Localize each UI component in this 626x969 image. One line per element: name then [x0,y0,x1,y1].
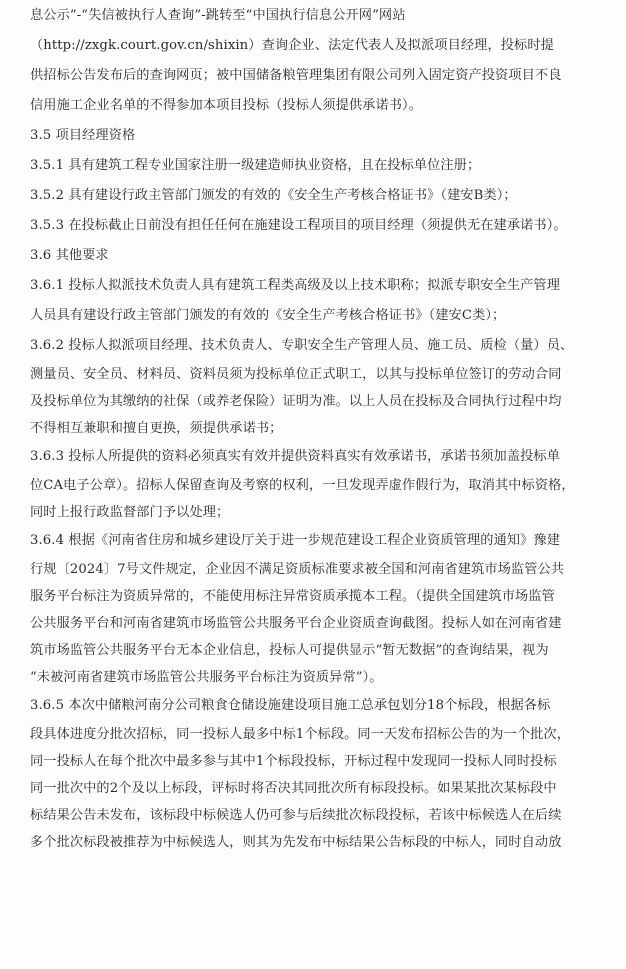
text-line-3-5-1: 3.5.1 具有建筑工程专业国家注册一级建造师执业资格，且在投标单位注册； [30,158,481,173]
text-line-3-6-3-c: 同时上报行政监督部门予以处理； [30,505,230,520]
text-line-3-6-5-a: 3.6.5 本次中储粮河南分公司粮食仓储设施建设项目施工总承包划分18个标段，根据各标 [30,698,551,713]
text-line-3-5-3: 3.5.3 在投标截止日前没有担任任何在施建设工程项目的项目经理（须提供无在建承诺书）。 [30,218,567,233]
text-line-3-6-4-b: 行规〔2024〕7号文件规定，企业因不满足资质标准要求被全国和河南省建筑市场监管公共 [30,562,565,577]
text-line-3-6-1-a: 3.6.1 投标人拟派技术负责人具有建筑工程类高级及以上技术职称；拟派专职安全生产管理 [30,278,560,293]
text-line-3: 供招标公告发布后的查询网页；被中国储备粮管理集团有限公司列入固定资产投资项目不良 [30,68,562,83]
text-line-3-6-4-e: 筑市场监管公共服务平台无本企业信息，投标人可提供显示“暂无数据”的查询结果，视为 [30,643,549,658]
text-line-3-6-4-d: 公共服务平台和河南省建筑市场监管公共服务平台企业资质查询截图。投标人如在河南省建 [30,616,562,631]
text-line-3-6-3-b: 位CA电子公章）。招标人保留查询及考察的权利，一旦发现弄虚作假行为，取消其中标资格， [30,478,575,493]
text-line-3-6-2-d: 不得相互兼职和擅自更换，须提供承诺书； [30,421,283,436]
text-line-3-6-1-b: 人员具有建设行政主管部门颁发的有效的《安全生产考核合格证书》（建安C类）； [30,308,506,323]
text-line-3-6-5-f: 多个批次标段被推荐为中标候选人，则其为先发布中标结果公告标段的中标人，同时自动放 [30,835,562,850]
text-line-3-6-2-a: 3.6.2 投标人拟派项目经理、技术负责人、专职安全生产管理人员、施工员、质检（量）员、 [30,338,574,353]
section-heading-3-5: 3.5 项目经理资格 [30,128,136,143]
text-line-3-6-5-d: 同一批次中的2个及以上标段，评标时将否决其同批次所有标段投标。如果某批次某标段中 [30,781,557,796]
section-heading-3-6: 3.6 其他要求 [30,248,109,263]
text-line-2: （http://zxgk.court.gov.cn/shixin）查询企业、法定代表人及拟派项目经理，投标时提 [30,38,554,53]
text-line-3-5-2: 3.5.2 具有建设行政主管部门颁发的有效的《安全生产考核合格证书》（建安B类）； [30,188,517,203]
text-line-3-6-4-a: 3.6.4 根据《河南省住房和城乡建设厅关于进一步规范建设工程企业资质管理的通知》豫建 [30,533,560,548]
text-line-3-6-4-c: 服务平台标注为资质异常的，不能使用标注异常资质承揽本工程。（提供全国建筑市场监管 [30,589,555,604]
text-line-3-6-5-b: 段具体进度分批次招标，同一投标人最多中标1个标段。同一天发布招标公告的为一个批次， [30,727,570,742]
text-line-3-6-5-c: 同一投标人在每个批次中最多参与其中1个标段投标，开标过程中发现同一投标人同时投标 [30,754,557,769]
text-line-3-6-5-e: 标结果公告未发布，该标段中标候选人仍可参与后续批次标段投标，若该中标候选人在后续 [30,808,562,823]
text-line-3-6-2-c: 及投标单位为其缴纳的社保（或养老保险）证明为准。以上人员在投标及合同执行过程中均 [30,394,562,409]
text-line-3-6-4-f: “未被河南省建筑市场监管公共服务平台标注为资质异常”）。 [30,670,383,685]
text-line-3-6-3-a: 3.6.3 投标人所提供的资料必须真实有效并提供资料真实有效承诺书，承诺书须加盖投标单 [30,449,560,464]
text-line-3-6-2-b: 测量员、安全员、材料员、资料员须为投标单位正式职工，以其与投标单位签订的劳动合同 [30,367,562,382]
text-line-4: 信用施工企业名单的不得参加本项目投标（投标人须提供承诺书）。 [30,98,423,113]
text-line-1: 息公示”-“失信被执行人查询”-跳转至“中国执行信息公开网”网站 [30,8,406,23]
